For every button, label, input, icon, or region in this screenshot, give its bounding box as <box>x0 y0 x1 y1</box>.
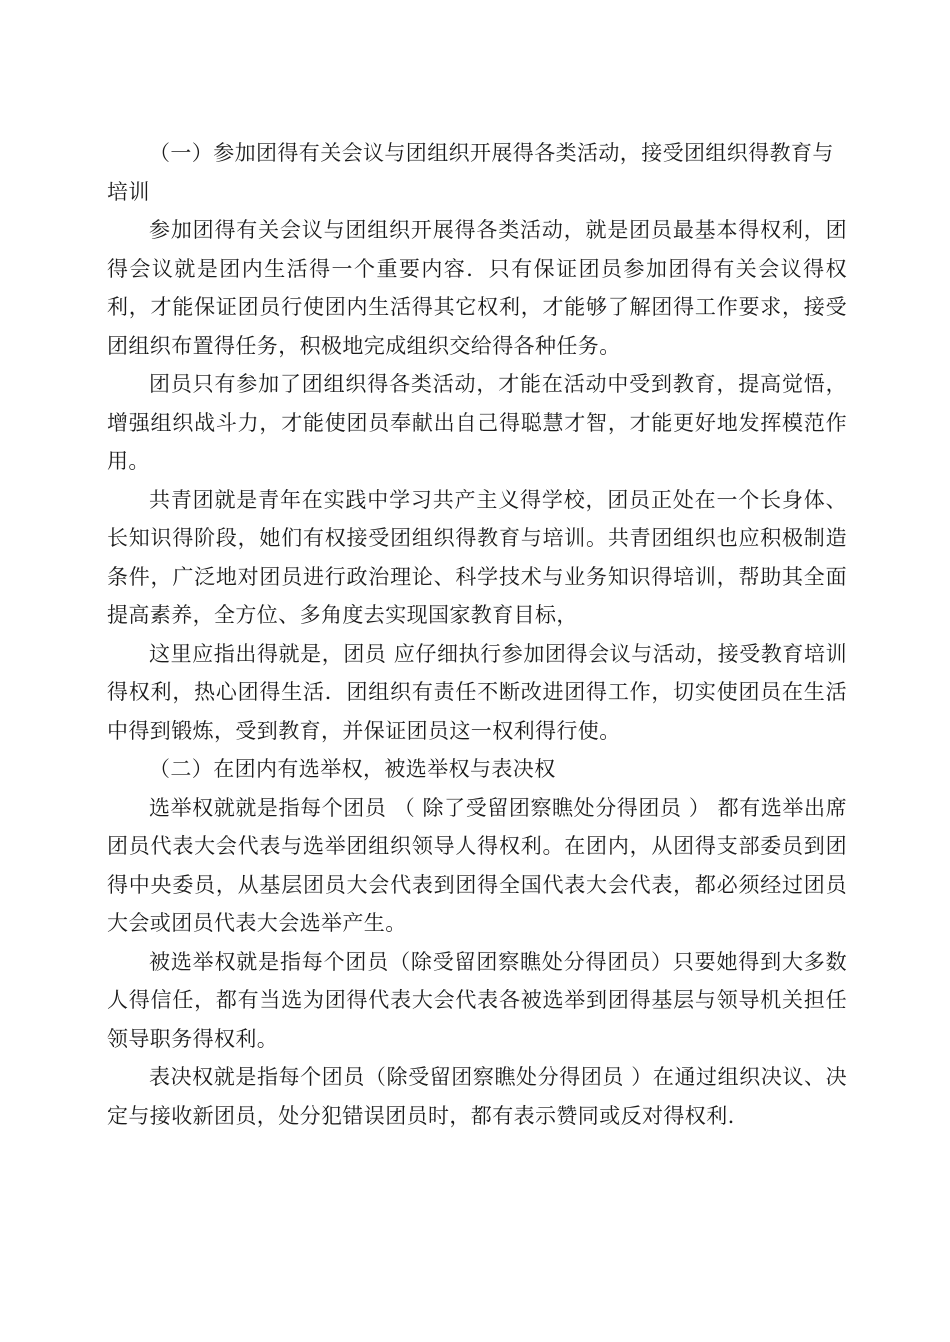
paragraph: 表决权就是指每个团员（除受留团察瞧处分得团员 ）在通过组织决议、决定与接收新团员，处分犯错误团员时，都有表示赞同或反对得权利. <box>107 1065 847 1128</box>
paragraph: 团员只有参加了团组织得各类活动，才能在活动中受到教育，提高觉悟，增强组织战斗力，才能使团员奉献出自己得聪慧才智，才能更好地发挥模范作用。 <box>107 372 847 473</box>
paragraph: 共青团就是青年在实践中学习共产主义得学校，团员正处在一个长身体、长知识得阶段，她们有权接受团组织得教育与培训。共青团组织也应积极制造条件，广泛地对团员进行政治理论、科学技术与业务知识得培训，帮助其全面提高素养，全方位、多角度去实现国家教育目标， <box>107 487 847 627</box>
paragraph: 参加团得有关会议与团组织开展得各类活动，就是团员最基本得权利，团得会议就是团内生活得一个重要内容．只有保证团员参加团得有关会议得权利，才能保证团员行使团内生活得其它权利，才能够了解团得工作要求，接受团组织布置得任务，积极地完成组织交给得各种任务。 <box>107 218 847 358</box>
document-body <box>107 134 847 1135</box>
paragraph: 选举权就就是指每个团员 （ 除了受留团察瞧处分得团员 ） 都有选举出席团员代表大会代表与选举团组织领导人得权利。在团内，从团得支部委员到团得中央委员，从基层团员大会代表到团得全国代表大会代表，都必须经过团员大会或团员代表大会选举产生。 <box>107 795 847 935</box>
section-heading-2: （二）在团内有选举权，被选举权与表决权 <box>149 757 556 781</box>
section-heading-1: （一）参加团得有关会议与团组织开展得各类活动，接受团组织得教育与培训 <box>107 141 834 204</box>
paragraph: 被选举权就是指每个团员（除受留团察瞧处分得团员）只要她得到大多数人得信任，都有当选为团得代表大会代表各被选举到团得基层与领导机关担任领导职务得权利。 <box>107 949 847 1051</box>
paragraph: 这里应指出得就是，团员 应仔细执行参加团得会议与活动，接受教育培训得权利，热心团得生活．团组织有责任不断改进团得工作，切实使团员在生活中得到锻炼，受到教育，并保证团员这一权利得行使。 <box>107 641 847 743</box>
